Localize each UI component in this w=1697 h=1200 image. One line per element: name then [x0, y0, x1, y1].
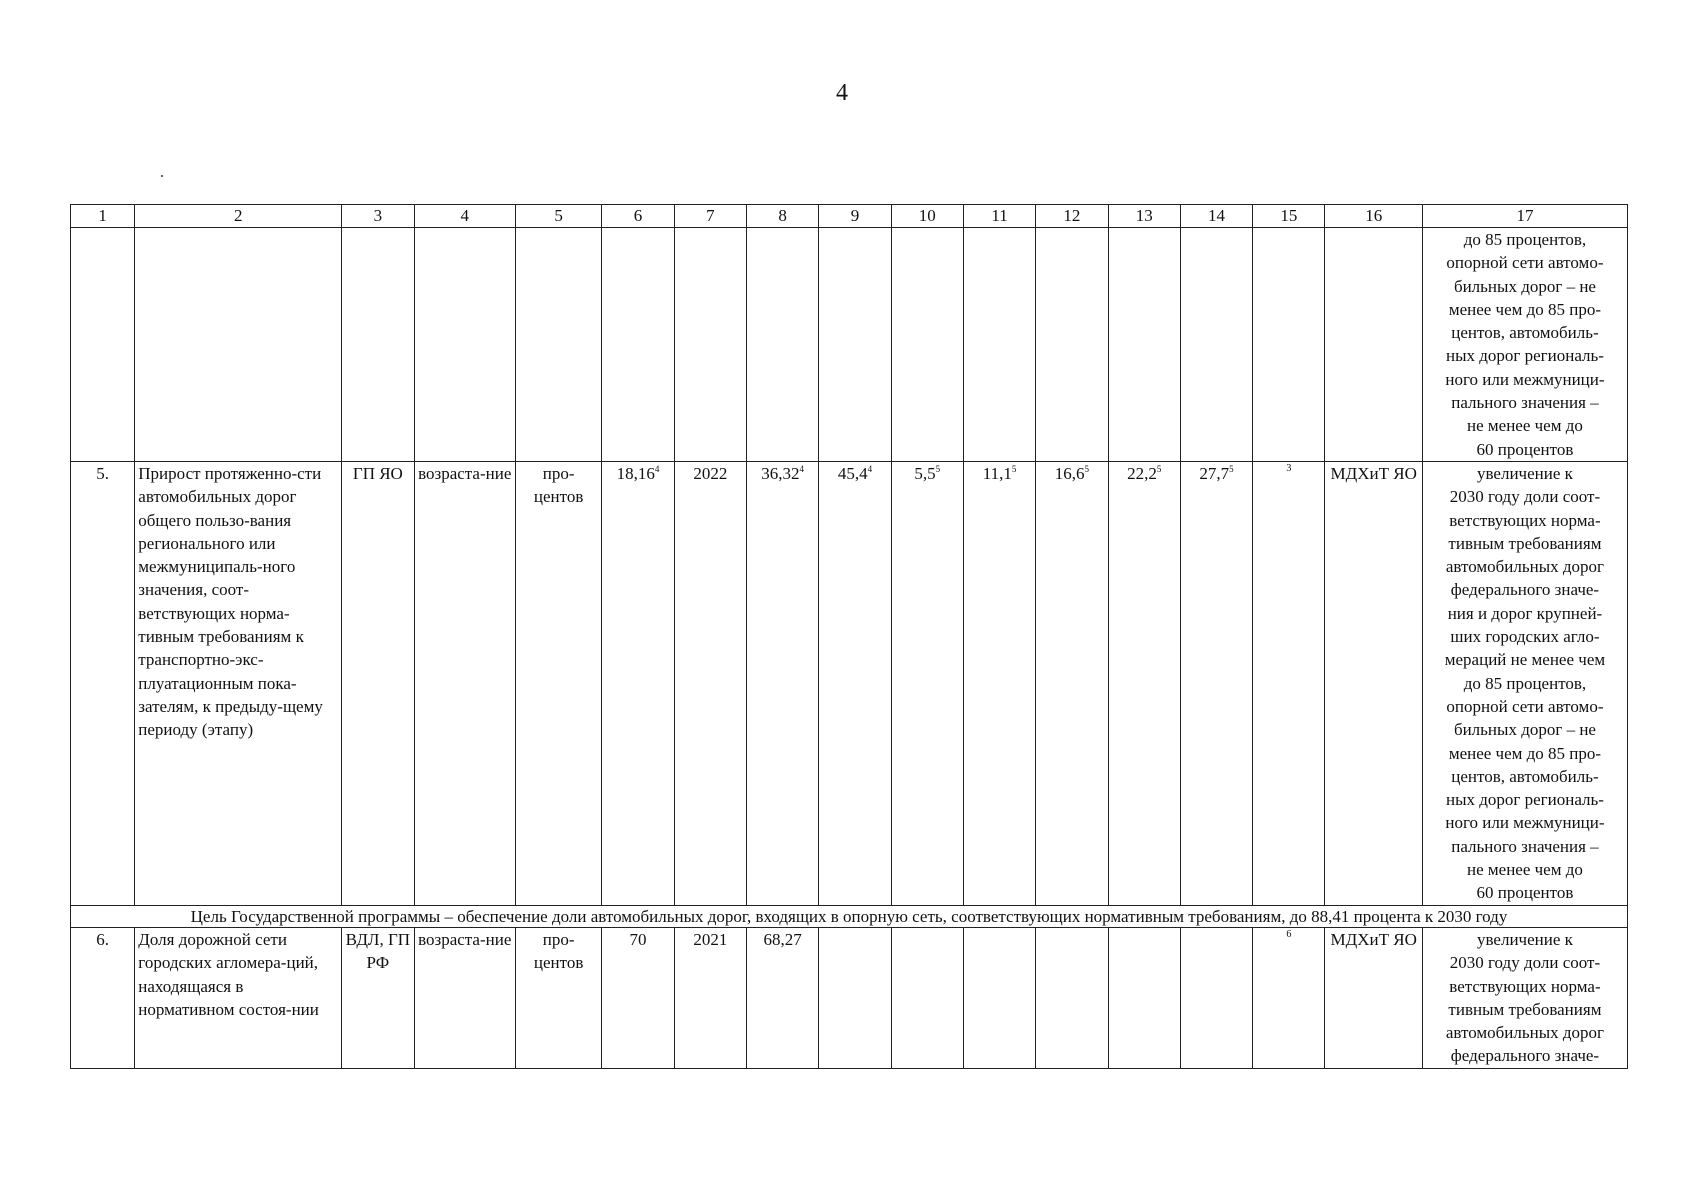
col-header: 2 — [135, 205, 342, 228]
value-cell: 16,6$^5$ — [1036, 462, 1108, 906]
footnote-mark: 5 — [1011, 464, 1017, 474]
column-number-row — [71, 205, 1628, 228]
table-row — [71, 928, 1628, 1069]
footnote-mark: 5 — [935, 464, 941, 474]
col-header: 3 — [342, 205, 414, 228]
program-goal: Цель Государственной программы – обеспечение доли автомобильных дорог, входящих в опорную сеть, соответствующих нормативным требованиям, до 88,41 процента к 2030 году — [71, 906, 1628, 928]
table-row — [71, 462, 1628, 906]
footnote-cell: 3 — [1253, 462, 1325, 906]
indicator-name: Доля дорожной сети городских агломера-ций, находящаяся в нормативном состоя-нии — [135, 928, 342, 1069]
responsible-body: МДХиТ ЯО — [1325, 928, 1422, 1069]
base-value: 70 — [602, 928, 674, 1069]
col-header: 12 — [1036, 205, 1108, 228]
value-cell: 11,1$^5$ — [963, 462, 1035, 906]
indicator-trend: возраста-ние — [414, 462, 515, 906]
value-cell: 27,7$^5$ — [1180, 462, 1252, 906]
row-number: 6. — [71, 928, 135, 1069]
footnote-mark: 4 — [654, 464, 660, 474]
indicator-source: ГП ЯО — [342, 462, 414, 906]
col-header: 13 — [1108, 205, 1180, 228]
col-header: 16 — [1325, 205, 1422, 228]
footnote-mark: 5 — [1156, 464, 1162, 474]
base-year: 2021 — [674, 928, 746, 1069]
col-header: 1 — [71, 205, 135, 228]
col-header: 8 — [746, 205, 818, 228]
indicator-name: Прирост протяженно-сти автомобильных дорог общего пользо-вания регионального или межмуниципаль-ного значения, соот-ветствующих норма-тивным требованиям к транспортно-экс-плуатационным пока-зателям, к предыду-щему периоду (этапу) — [135, 462, 342, 906]
continuation-row — [71, 228, 1628, 462]
continuation-link-text: до 85 процентов, опорной сети автомо- бильных дорог – не менее чем до 85 про- центов, автомобиль- ных дорог региональ- ного или межмуници- пального значения – не менее чем до 60 процентов — [1422, 228, 1627, 462]
page-number: 4 — [836, 80, 848, 106]
link-text: увеличение к 2030 году доли соот- ветствующих норма- тивным требованиям автомобильных дорог федерального значе- — [1422, 928, 1627, 1069]
value-cell: 22,2$^5$ — [1108, 462, 1180, 906]
indicator-trend: возраста-ние — [414, 928, 515, 1069]
value-cell: $5,5^5$ — [891, 462, 963, 906]
col-header: 5 — [515, 205, 601, 228]
footnote-mark: 5 — [1084, 464, 1089, 474]
goal-row — [71, 906, 1628, 928]
col-header: 6 — [602, 205, 674, 228]
col-header: 10 — [891, 205, 963, 228]
value-cell: 45,4$^4$ — [819, 462, 891, 906]
footnote-mark: 4 — [799, 464, 804, 474]
col-header: 14 — [1180, 205, 1252, 228]
responsible-body: МДХиТ ЯО — [1325, 462, 1422, 906]
indicator-unit: про-центов — [515, 462, 601, 906]
footnote-mark: 4 — [867, 464, 873, 474]
indicator-unit: про-центов — [515, 928, 601, 1069]
footnote-cell: 6 — [1253, 928, 1325, 1069]
scan-speck — [161, 175, 163, 177]
indicator-source: ВДЛ, ГП РФ — [342, 928, 414, 1069]
row-number: 5. — [71, 462, 135, 906]
col-header: 17 — [1422, 205, 1627, 228]
value-cell: 36,32$^4$ — [746, 462, 818, 906]
base-value: 18,16$^4$ — [602, 462, 674, 906]
footnote-mark: 5 — [1229, 464, 1234, 474]
base-year: 2022 — [674, 462, 746, 906]
link-text: увеличение к 2030 году доли соот- ветствующих норма- тивным требованиям автомобильных дорог федерального значе- ния и дорог крупней- ших городских агло- мераций не менее чем до 85 процентов, опорной сети автомо- бильных дорог – не менее чем до 85 про- центов, автомобиль- ных дорог региональ- ного или межмуници- пального значения – не менее чем до 60 процентов — [1422, 462, 1627, 906]
col-header: 9 — [819, 205, 891, 228]
col-header: 15 — [1253, 205, 1325, 228]
col-header: 4 — [414, 205, 515, 228]
col-header: 11 — [963, 205, 1035, 228]
value-cell: 68,27 — [746, 928, 818, 1069]
indicators-table — [70, 204, 1628, 1069]
col-header: 7 — [674, 205, 746, 228]
